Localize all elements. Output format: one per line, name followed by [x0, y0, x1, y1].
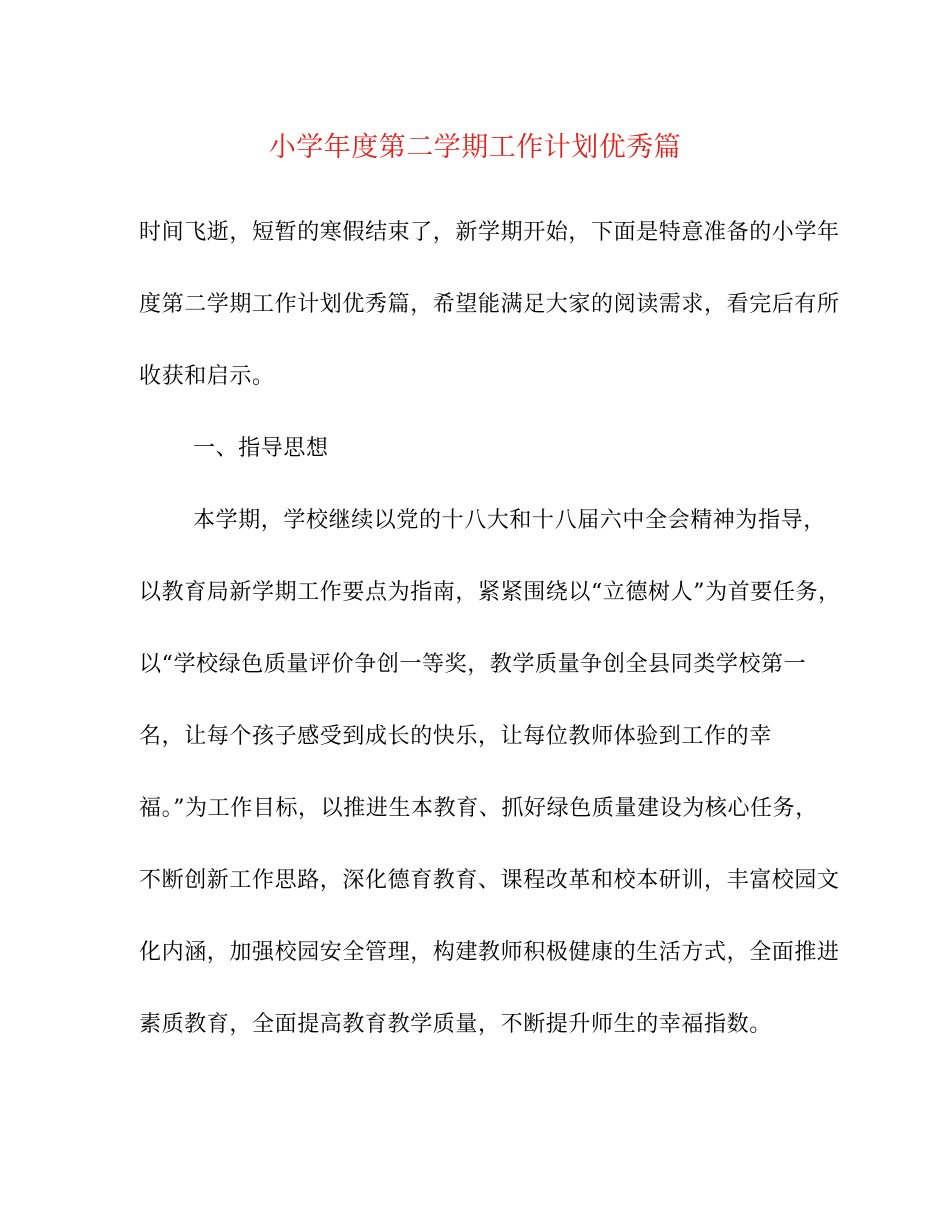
body-line-11: 化内涵，加强校园安全管理，构建教师积极健康的生活方式，全面推进 [139, 940, 840, 965]
document-title: 小学年度第二学期工作计划优秀篇 [268, 132, 682, 163]
body-line-3: 收获和启示。 [139, 364, 275, 389]
section-heading: 一、指导思想 [193, 436, 329, 461]
body-line-12: 素质教育，全面提高教育教学质量，不断提升师生的幸福指数。 [139, 1012, 772, 1037]
body-line-6: 以教育局新学期工作要点为指南，紧紧围绕以“立德树人”为首要任务， [139, 580, 841, 605]
body-line-10: 不断创新工作思路，深化德育教育、课程改革和校本研训，丰富校园文 [139, 868, 840, 893]
body-line-5: 本学期，学校继续以党的十八大和十八届六中全会精神为指导， [193, 508, 826, 533]
body-line-1: 时间飞逝，短暂的寒假结束了，新学期开始，下面是特意准备的小学年 [139, 220, 840, 245]
body-line-2: 度第二学期工作计划优秀篇，希望能满足大家的阅读需求，看完后有所 [139, 292, 840, 317]
body-line-7: 以“学校绿色质量评价争创一等奖，教学质量争创全县同类学校第一 [139, 652, 807, 677]
body-line-9: 福。”为工作目标，以推进生本教育、抓好绿色质量建设为核心任务， [139, 796, 818, 821]
body-line-8: 名，让每个孩子感受到成长的快乐，让每位教师体验到工作的幸 [139, 724, 772, 749]
